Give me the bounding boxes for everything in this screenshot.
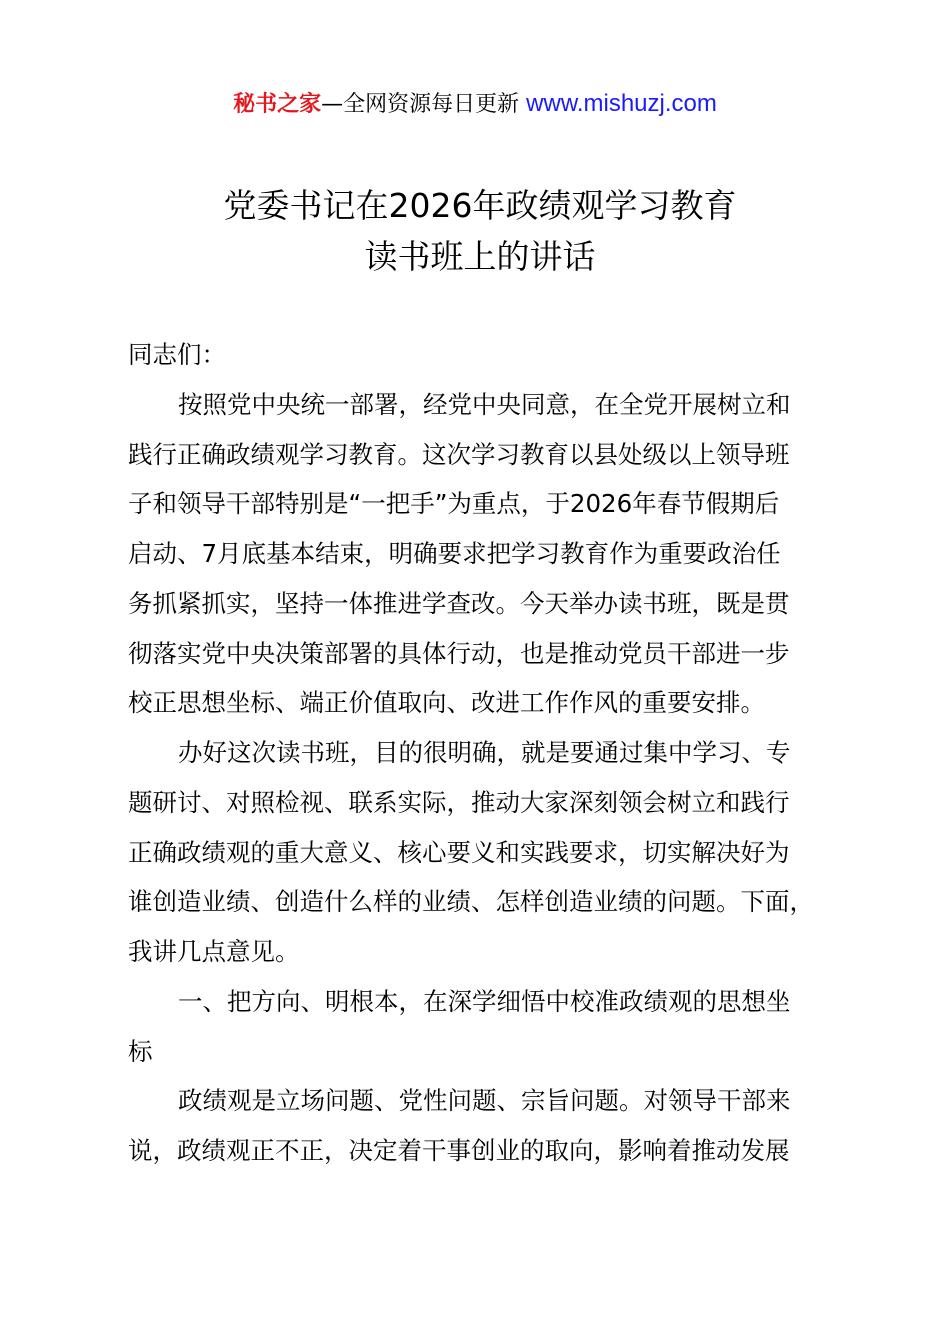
text-line: 校正思想坐标、端正价值取向、改进工作作风的重要安排。 — [128, 688, 765, 718]
text-line: 政绩观是立场问题、党性问题、宗旨问题。对领导干部来 — [178, 1086, 791, 1116]
title-line-1: 党委书记在2026年政绩观学习教育 — [223, 186, 737, 225]
text-line: 启动、7月底基本结束，明确要求把学习教育作为重要政治任 — [128, 539, 781, 568]
salutation: 同志们： — [128, 340, 226, 369]
text-line: 题研讨、对照检视、联系实际，推动大家深刻领会树立和践行 — [128, 787, 790, 817]
banner-tagline: —全网资源每日更新 — [321, 92, 527, 117]
site-banner — [0, 88, 950, 121]
text-line: 践行正确政绩观学习教育。这次学习教育以县处级以上领导班 — [128, 439, 790, 469]
text-line: 按照党中央统一部署，经党中央同意，在全党开展树立和 — [178, 389, 791, 419]
text-line: 办好这次读书班，目的很明确，就是要通过集中学习、专 — [178, 738, 791, 767]
title-line-2: 读书班上的讲话 — [364, 237, 596, 276]
site-url-link[interactable]: www.mishuzj.com — [526, 90, 717, 117]
text-line: 彻落实党中央决策部署的具体行动，也是推动党员干部进一步 — [128, 638, 790, 668]
text-line: 务抓紧抓实，坚持一体推进学查改。今天举办读书班，既是贯 — [128, 588, 790, 618]
text-line: 谁创造业绩、创造什么样的业绩、怎样创造业绩的问题。下面， — [128, 887, 814, 917]
document-body — [128, 330, 848, 1176]
section-heading-line: 标 — [128, 1036, 153, 1066]
brand-name: 秘书之家 — [233, 92, 322, 117]
section-heading-line: 一、把方向、明根本，在深学细悟中校准政绩观的思想坐 — [178, 986, 791, 1016]
text-line: 说，政绩观正不正，决定着干事创业的取向，影响着推动发展 — [128, 1136, 790, 1165]
document-title — [0, 180, 950, 282]
text-line: 正确政绩观的重大意义、核心要义和实践要求，切实解决好为 — [128, 837, 790, 867]
text-line: 我讲几点意见。 — [128, 937, 300, 966]
text-line: 子和领导干部特别是“一把手”为重点，于2026年春节假期后 — [128, 489, 780, 519]
